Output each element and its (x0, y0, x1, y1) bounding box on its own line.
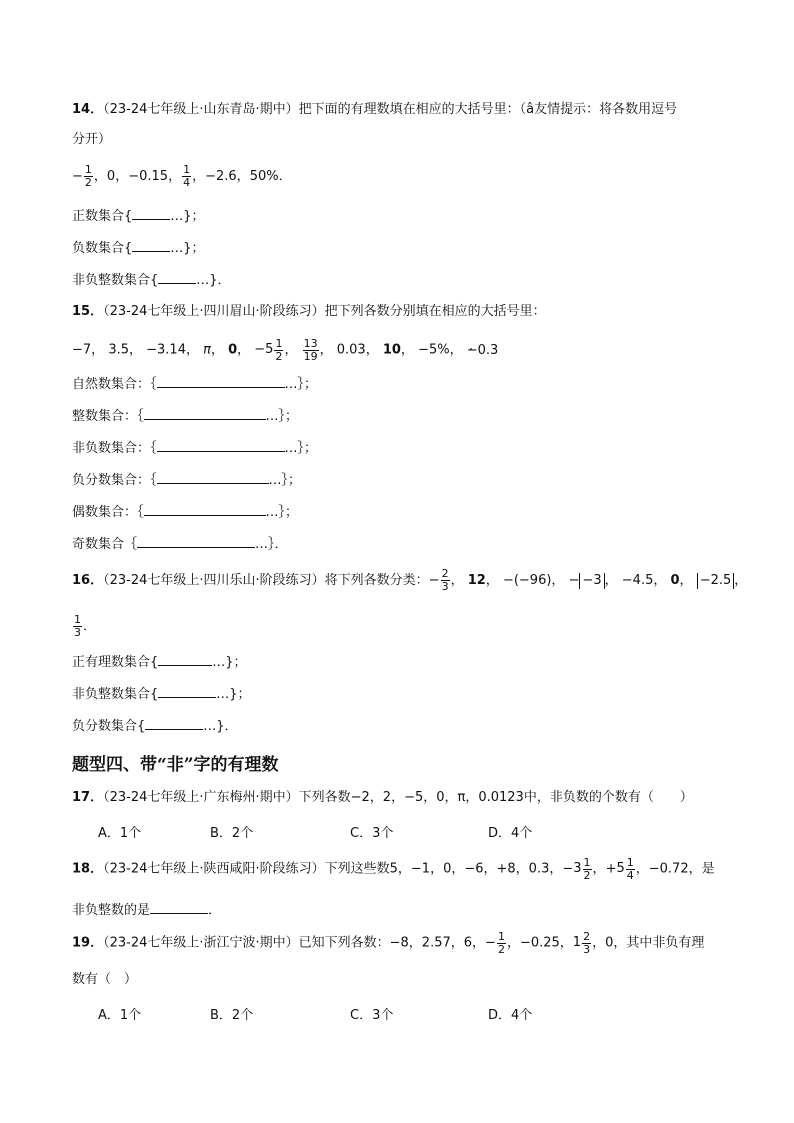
q14-frac-half: $\frac{1}{2}$ (84, 163, 92, 189)
q18-stem-line2: 非负整数的是 ． (72, 900, 221, 921)
q15-set-integer: 整数集合：｛ …｝； (72, 406, 298, 427)
answer-blank[interactable] (158, 652, 212, 666)
q15-numbers: −7， 3.5， −3.14， π， 0， −5 $\frac{1}{2}$ ， $\frac{13}{19}$ ， 0.03， 10， −5%， −0.3 · (72, 334, 498, 367)
q19-option-d[interactable]: D．4个 (488, 1008, 533, 1023)
q17-source: （23-24七年级上·广东梅州·期中） (103, 790, 299, 805)
q14-source: （23-24七年级上·山东青岛·期中） (103, 102, 299, 117)
q18-mixed-5-quarter: 5 $\frac{1}{4}$ (616, 855, 634, 882)
q17-number: 17． (72, 790, 104, 805)
q14-frac-quarter: $\frac{1}{4}$ (183, 163, 191, 189)
q17-option-c[interactable]: C．3个 (350, 826, 394, 841)
q14-stem-line1 (72, 100, 677, 120)
q15-set-negfrac: 负分数集合：｛ …｝； (72, 470, 301, 491)
answer-blank[interactable] (158, 270, 196, 284)
q14-set-nonneg-int: 非负整数集合{ …}． (72, 270, 231, 291)
answer-blank[interactable] (150, 900, 208, 914)
q15-set-nonneg: 非负数集合：｛ …｝； (72, 438, 317, 459)
answer-blank[interactable] (137, 534, 255, 548)
q19-number: 19． (72, 935, 104, 951)
section-heading: 题型四、带“非”字的有理数 (72, 755, 279, 775)
q19-option-b[interactable]: B．2个 (210, 1008, 254, 1023)
q15-number: 15． (72, 304, 104, 319)
q15-frac-13-19: $\frac{13}{19}$ (303, 336, 318, 363)
answer-blank[interactable] (157, 438, 285, 452)
q14-set-negative: 负数集合{ …}； (72, 238, 205, 259)
answer-blank[interactable] (132, 238, 170, 252)
q15-repeating-decimal: −0.3 · (467, 343, 499, 358)
q14-number: 14． (72, 102, 104, 117)
q15-set-odd: 奇数集合｛ …｝． (72, 534, 288, 555)
answer-blank[interactable] (144, 502, 266, 516)
q14-set-positive: 正数集合{ …}； (72, 206, 205, 227)
q16-set-pos-rational: 正有理数集合{ …}； (72, 652, 247, 673)
q15-stem: 15．（23-24七年级上·四川眉山·阶段练习）把下列各数分别填在相应的大括号里： (72, 304, 546, 319)
q19-stem: 19．（23-24七年级上·浙江宁波·期中）已知下列各数：−8，2.57，6，− $\frac{1}{2}$ ，−0.25， 1 $\frac{2}{3}$ ，0，其中非负有理 (72, 928, 704, 959)
answer-blank[interactable] (158, 684, 216, 698)
q18-number: 18． (72, 861, 104, 877)
q16-set-nonneg-int: 非负整数集合{ …}； (72, 684, 251, 705)
q15-set-natural: 自然数集合：｛ …｝； (72, 374, 317, 395)
q17-option-b[interactable]: B．2个 (210, 826, 254, 841)
q19-source: （23-24七年级上·浙江宁波·期中） (103, 935, 299, 951)
q15-source: （23-24七年级上·四川眉山·阶段练习） (103, 304, 325, 319)
q17-option-d[interactable]: D．4个 (488, 826, 533, 841)
q19-frac-half: $\frac{1}{2}$ (497, 929, 505, 956)
q16-number: 16． (72, 573, 104, 588)
q16-set-neg-frac: 负分数集合{ …}． (72, 716, 238, 737)
q17-option-a[interactable]: A．1个 (98, 826, 142, 841)
answer-blank[interactable] (145, 716, 203, 730)
answer-blank[interactable] (132, 206, 170, 220)
q16-frac-two-thirds: $\frac{2}{3}$ (441, 567, 449, 593)
q16-stem-line2: $\frac{1}{3}$ ． (74, 613, 97, 639)
q19-option-c[interactable]: C．3个 (350, 1008, 394, 1023)
q18-source: （23-24七年级上·陕西咸阳·阶段练习） (103, 861, 325, 877)
answer-blank[interactable] (144, 406, 266, 420)
q15-set-even: 偶数集合：｛ …｝； (72, 502, 298, 523)
q16-stem: 16．（23-24七年级上·四川乐山·阶段练习）将下列各数分类：− $\frac{2}{3}$ ， 12， −(−96)， − −3 ， −4.5， 0， −2.5 ， (72, 567, 748, 593)
q14-stem-line2: 分开） (72, 132, 112, 147)
q15-mixed-neg5-half: −5 $\frac{1}{2}$ (254, 336, 283, 363)
q16-source: （23-24七年级上·四川乐山·阶段练习） (103, 573, 325, 588)
q14-numbers: − $\frac{1}{2}$ ，0，−0.15， $\frac{1}{4}$ ，−2.6，50%． (72, 163, 292, 189)
answer-blank[interactable] (157, 374, 285, 388)
q18-mixed-3-half: 3 $\frac{1}{2}$ (573, 855, 591, 882)
q19-option-a[interactable]: A．1个 (98, 1008, 142, 1023)
q16-frac-third: $\frac{1}{3}$ (74, 613, 81, 639)
answer-blank[interactable] (157, 470, 269, 484)
q19-stem-line2: 数有（ ） (72, 972, 138, 987)
q14-stem: 把下面的有理数填在相应的大括号里：（â友情提示：将各数用逗号 (298, 102, 678, 117)
q18-stem: 18．（23-24七年级上·陕西咸阳·阶段练习）下列这些数5，−1，0，−6，+8，0.3，− 3 $\frac{1}{2}$ ，+ 5 $\frac{1}{4}$ ，−0.72，是 (72, 854, 715, 885)
q17-stem: 17．（23-24七年级上·广东梅州·期中）下列各数−2，2，−5，0，π，0.0123中，非负数的个数有（ ） (72, 790, 693, 805)
q19-mixed-1-two-thirds: 1 $\frac{2}{3}$ (572, 929, 591, 956)
